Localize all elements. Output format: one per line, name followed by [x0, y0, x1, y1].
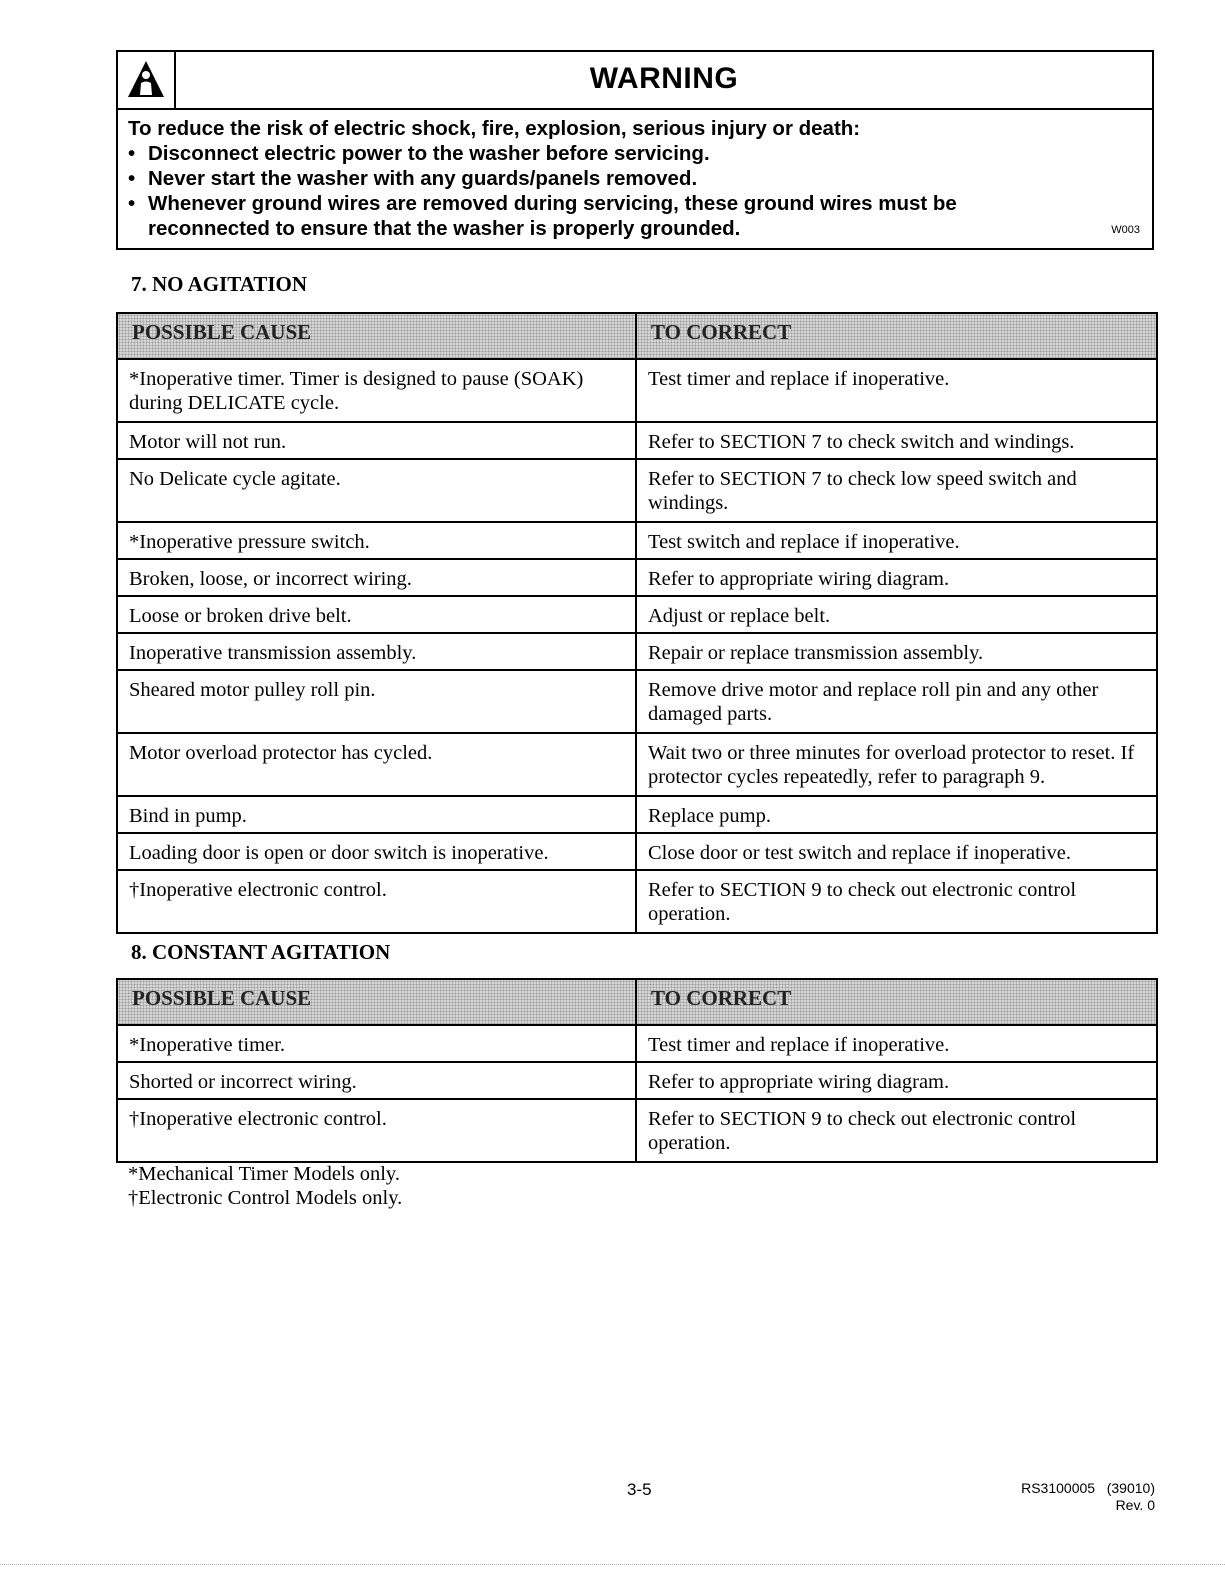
table-row [117, 670, 1157, 733]
cause-cell: Shorted or incorrect wiring. [117, 1062, 636, 1099]
cause-cell: Loose or broken drive belt. [117, 596, 636, 633]
column-header-possible-cause: POSSIBLE CAUSE [117, 979, 636, 1025]
correct-cell: Refer to SECTION 7 to check switch and windings. [636, 422, 1157, 459]
cause-cell: Loading door is open or door switch is inoperative. [117, 833, 636, 870]
correct-cell: Refer to appropriate wiring diagram. [636, 559, 1157, 596]
cause-cell: Bind in pump. [117, 796, 636, 833]
column-header-to-correct: TO CORRECT [636, 979, 1157, 1025]
correct-cell: Test timer and replace if inoperative. [636, 359, 1157, 422]
footnotes [128, 1162, 402, 1210]
table-row [117, 1025, 1157, 1062]
cause-cell: *Inoperative pressure switch. [117, 522, 636, 559]
revision: Rev. 0 [1115, 1497, 1155, 1513]
table-row [117, 1062, 1157, 1099]
cause-cell: Motor will not run. [117, 422, 636, 459]
table-row [117, 633, 1157, 670]
cause-cell: Sheared motor pulley roll pin. [117, 670, 636, 733]
cause-cell: †Inoperative electronic control. [117, 1099, 636, 1162]
warning-triangle-icon [126, 59, 166, 99]
warning-title: WARNING [589, 62, 739, 95]
constant-agitation-table [116, 978, 1158, 1163]
cause-cell: Motor overload protector has cycled. [117, 733, 636, 796]
correct-cell: Remove drive motor and replace roll pin and any other damaged parts. [636, 670, 1157, 733]
footnote-electronic-control: †Electronic Control Models only. [128, 1187, 403, 1209]
table-row [117, 559, 1157, 596]
correct-cell: Adjust or replace belt. [636, 596, 1157, 633]
correct-cell: Test timer and replace if inoperative. [636, 1025, 1157, 1062]
warning-item: • Disconnect electric power to the washer before servicing. [128, 141, 1142, 166]
warning-header [118, 52, 1152, 110]
document-reference [1021, 1480, 1155, 1514]
correct-cell: Test switch and replace if inoperative. [636, 522, 1157, 559]
correct-cell: Close door or test switch and replace if inoperative. [636, 833, 1157, 870]
warning-item: • Whenever ground wires are removed during servicing, these ground wires must be reconnected to ensure that the washer is properly grounded. [128, 191, 1142, 241]
table-row [117, 733, 1157, 796]
correct-cell: Refer to appropriate wiring diagram. [636, 1062, 1157, 1099]
warning-icon-cell [118, 52, 176, 108]
warning-intro: To reduce the risk of electric shock, fire, explosion, serious injury or death: [128, 117, 861, 140]
table-row [117, 522, 1157, 559]
cause-cell: No Delicate cycle agitate. [117, 459, 636, 522]
document-number: RS3100005 [1021, 1480, 1096, 1496]
warning-box [116, 50, 1154, 250]
footnote-mechanical-timer: *Mechanical Timer Models only. [128, 1163, 400, 1185]
section-7-title: 7. NO AGITATION [131, 272, 307, 296]
warning-item: • Never start the washer with any guards/panels removed. [128, 166, 1142, 191]
table-row [117, 359, 1157, 422]
cause-cell: *Inoperative timer. Timer is designed to pause (SOAK) during DELICATE cycle. [117, 359, 636, 422]
warning-body [128, 116, 1142, 241]
warning-code: W003 [1111, 224, 1140, 236]
table-row [117, 1099, 1157, 1162]
correct-cell: Refer to SECTION 9 to check out electronic control operation. [636, 1099, 1157, 1162]
no-agitation-table [116, 312, 1158, 934]
correct-cell: Replace pump. [636, 796, 1157, 833]
correct-cell: Repair or replace transmission assembly. [636, 633, 1157, 670]
table-header-row [117, 979, 1157, 1025]
column-header-possible-cause: POSSIBLE CAUSE [117, 313, 636, 359]
section-8-title: 8. CONSTANT AGITATION [131, 940, 391, 964]
page-number: 3-5 [627, 1480, 652, 1499]
table-row [117, 833, 1157, 870]
document-code: (39010) [1106, 1480, 1155, 1496]
table-row [117, 459, 1157, 522]
table-row [117, 870, 1157, 933]
correct-cell: Refer to SECTION 9 to check out electronic control operation. [636, 870, 1157, 933]
correct-cell: Refer to SECTION 7 to check low speed switch and windings. [636, 459, 1157, 522]
cause-cell: *Inoperative timer. [117, 1025, 636, 1062]
table-header-row [117, 313, 1157, 359]
page-bottom-rule [0, 1564, 1225, 1565]
cause-cell: Inoperative transmission assembly. [117, 633, 636, 670]
table-row [117, 422, 1157, 459]
cause-cell: Broken, loose, or incorrect wiring. [117, 559, 636, 596]
correct-cell: Wait two or three minutes for overload protector to reset. If protector cycles repeatedly, refer to paragraph 9. [636, 733, 1157, 796]
table-row [117, 796, 1157, 833]
table-row [117, 596, 1157, 633]
column-header-to-correct: TO CORRECT [636, 313, 1157, 359]
cause-cell: †Inoperative electronic control. [117, 870, 636, 933]
